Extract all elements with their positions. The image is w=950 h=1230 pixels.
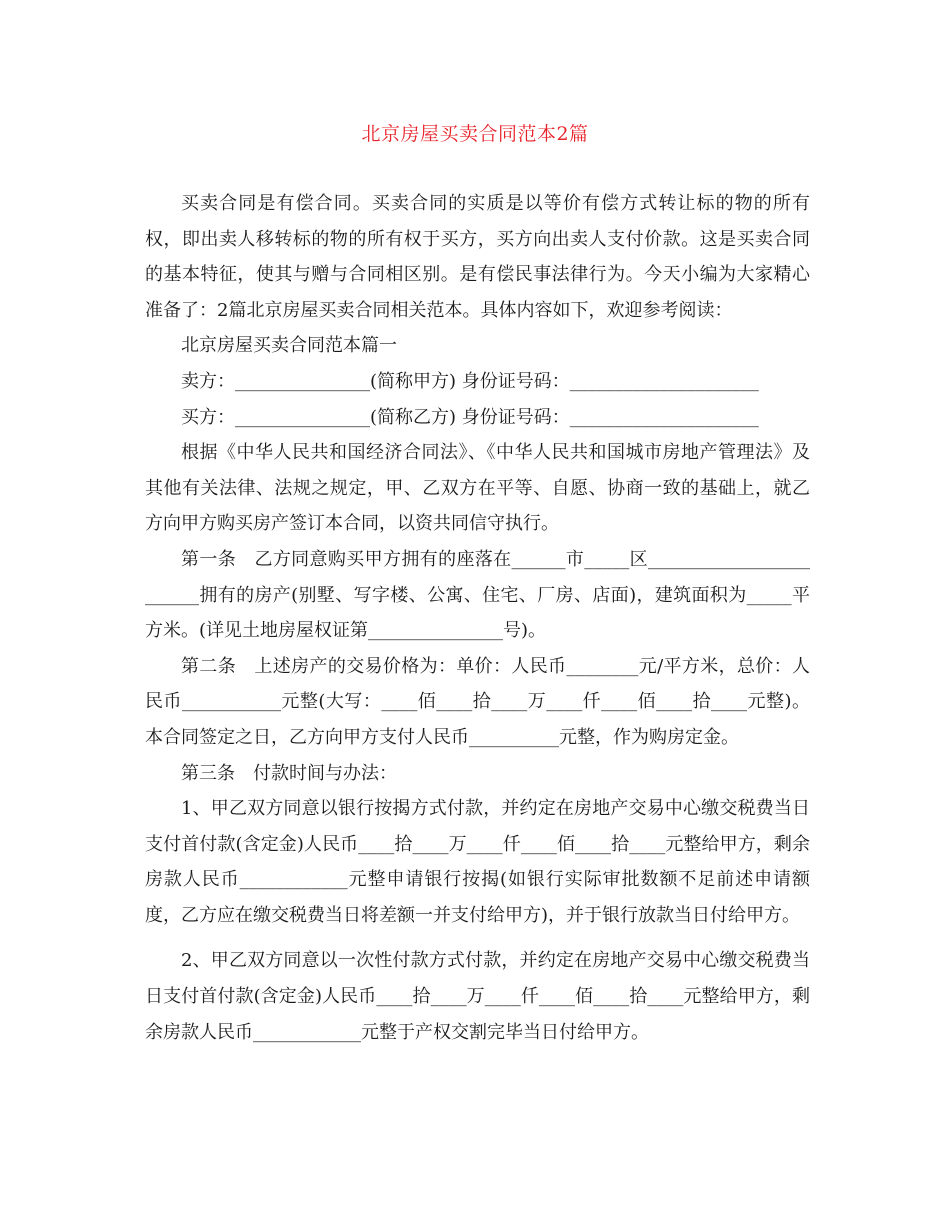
section-heading: 北京房屋买卖合同范本篇一 xyxy=(181,335,397,357)
clause-2: 2、甲乙双方同意以一次性付款方式付款，并约定在房地产交易中心缴交税费当日支付首付款(含定金)人民币____拾____万____仟____佰____拾____元整给甲方，剩余房款人民币____________元整于产权交割完毕当日付给甲方。 xyxy=(145,950,810,1043)
clause-1: 1、甲乙双方同意以银行按揭方式付款，并约定在房地产交易中心缴交税费当日支付首付款(含定金)人民币____拾____万____仟____佰____拾____元整给甲方，剩余房款人民币____________元整申请银行按揭(如银行实际审批数额不足前述申请额度，乙方应在缴交税费当日将差额一并支付给甲方)，并于银行放款当日付给甲方。 xyxy=(145,798,810,926)
buyer-line: 买方：_______________(简称乙方) 身份证号码：_____________________ xyxy=(181,406,759,428)
article-2: 第二条 上述房产的交易价格为：单价：人民币________元/平方米，总价：人民币___________元整(大写：____佰____拾____万____仟____佰____拾____元整)。本合同签定之日，乙方向甲方支付人民币__________元整，作为购房定金。 xyxy=(145,655,810,748)
document-title: 北京房屋买卖合同范本2篇 xyxy=(361,123,589,145)
article-1: 第一条 乙方同意购买甲方拥有的座落在______市_____区________________________拥有的房产(别墅、写字楼、公寓、住宅、厂房、店面)，建筑面积为_____平方米。(详见土地房屋权证第_______________号)。 xyxy=(145,548,810,642)
document-body xyxy=(145,186,810,1050)
basis-paragraph: 根据《中华人民共和国经济合同法》、《中华人民共和国城市房地产管理法》及其他有关法律、法规之规定，甲、乙双方在平等、自愿、协商一致的基础上，就乙方向甲方购买房产签订本合同，以资共同信守执行。 xyxy=(145,442,810,535)
seller-line: 卖方：_______________(简称甲方) 身份证号码：_____________________ xyxy=(181,370,759,392)
intro-paragraph: 买卖合同是有偿合同。买卖合同的实质是以等价有偿方式转让标的物的所有权，即出卖人移转标的物的所有权于买方，买方向出卖人支付价款。这是买卖合同的基本特征，使其与赠与合同相区别。是有偿民事法律行为。今天小编为大家精心准备了：2篇北京房屋买卖合同相关范本。具体内容如下，欢迎参考阅读： xyxy=(145,193,810,321)
article-3: 第三条 付款时间与办法： xyxy=(181,762,397,784)
